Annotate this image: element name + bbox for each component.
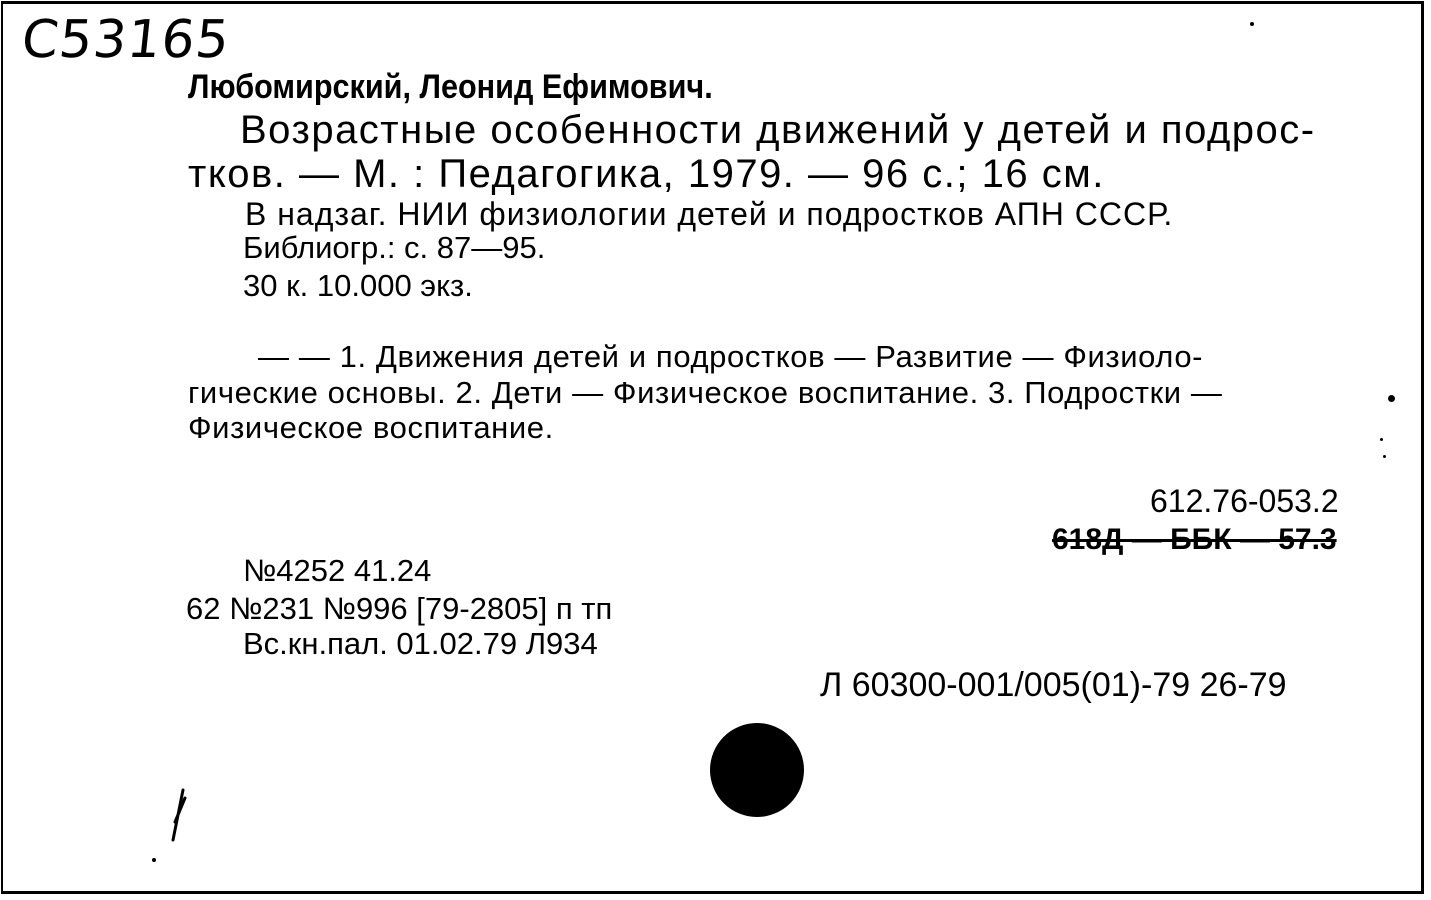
bbk-index-struck: 618Д — ББК — 57.3 [1052, 523, 1337, 556]
registry-line-1: №4252 41.24 [243, 553, 432, 588]
speck-icon [1380, 438, 1383, 441]
speck-icon [1388, 395, 1395, 402]
registry-line-2: 62 №231 №996 [79-2805] п тп [186, 591, 613, 626]
pencil-mark-icon [145, 780, 195, 870]
title-line-2: тков. — М. : Педагогика, 1979. — 96 с.; 16 см. [188, 152, 1105, 196]
note-line-1: В надзаг. НИИ физиологии детей и подростков АПН СССР. [245, 196, 1174, 232]
subjects-line-2: гические основы. 2. Дети — Физическое воспитание. 3. Подростки — [188, 375, 1223, 410]
speck-icon [1250, 22, 1254, 26]
title-line-1: Возрастные особенности движений у детей и подрос- [240, 108, 1316, 152]
punch-hole-icon [710, 723, 804, 817]
udc-index: 612.76-053.2 [1150, 483, 1339, 519]
author-heading: Любомирский, Леонид Ефимович. [188, 68, 713, 106]
note-line-2: Библиогр.: с. 87—95. [243, 230, 546, 265]
note-line-3: 30 к. 10.000 экз. [243, 268, 473, 303]
publisher-code: Л 60300-001/005(01)-79 26-79 [820, 666, 1287, 704]
subjects-line-3: Физическое воспитание. [188, 410, 554, 445]
inventory-number: C53165 [18, 10, 233, 70]
registry-line-3: Вс.кн.пал. 01.02.79 Л934 [243, 626, 598, 661]
subjects-line-1: — — 1. Движения детей и подростков — Развитие — Физиоло- [258, 339, 1204, 374]
speck-icon [1383, 455, 1386, 458]
